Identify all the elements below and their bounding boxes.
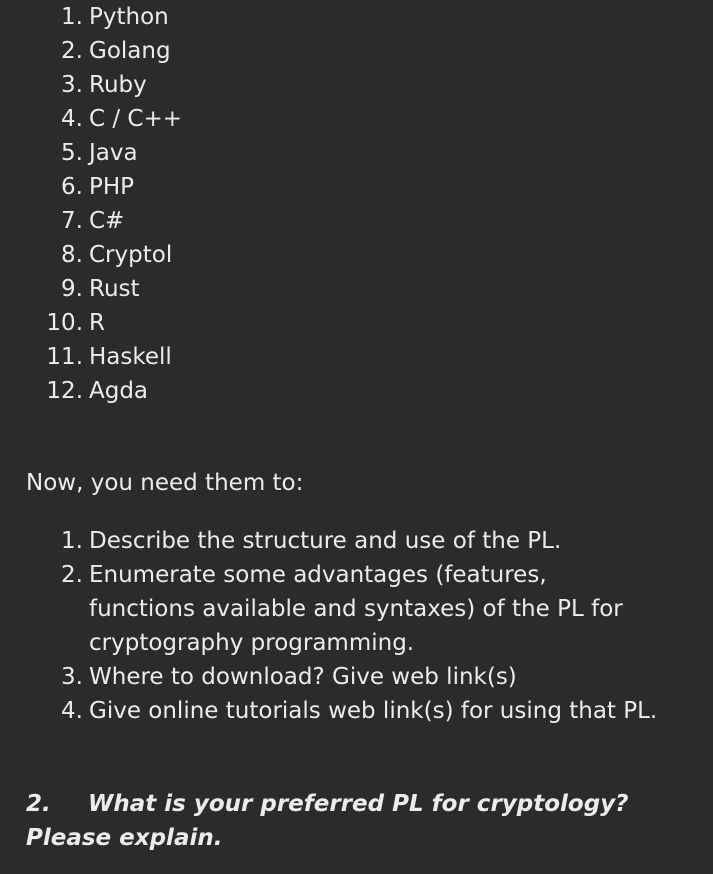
list-number: 6. — [61, 174, 83, 200]
list-number: 4. — [61, 698, 83, 724]
list-number: 2. — [61, 38, 83, 64]
list-item — [0, 660, 657, 694]
list-number: 12. — [46, 378, 83, 404]
list-item — [0, 524, 657, 558]
list-item — [0, 0, 182, 34]
list-number: 3. — [61, 72, 83, 98]
language-name: Agda — [89, 378, 149, 404]
list-item — [0, 238, 182, 272]
task-list — [0, 524, 657, 728]
list-item — [0, 272, 182, 306]
list-item — [0, 374, 182, 408]
list-number: 1. — [61, 528, 83, 554]
list-item — [0, 558, 657, 660]
language-name: Python — [89, 4, 169, 30]
list-number: 9. — [61, 276, 83, 302]
intro-paragraph: Now, you need them to: — [26, 470, 304, 496]
list-number: 2. — [61, 562, 83, 588]
language-name: Java — [89, 140, 138, 166]
list-number: 1. — [61, 4, 83, 30]
question-number: 2. — [26, 791, 51, 817]
language-name: Ruby — [89, 72, 147, 98]
language-name: Golang — [89, 38, 171, 64]
language-name: C# — [89, 208, 125, 234]
task-text: Where to download? Give web link(s) — [89, 664, 517, 690]
language-name: Rust — [89, 276, 140, 302]
task-text: Give online tutorials web link(s) for using that PL. — [89, 698, 658, 724]
programming-language-list — [0, 0, 182, 408]
language-name: Cryptol — [89, 242, 173, 268]
list-item — [0, 306, 182, 340]
task-text: Describe the structure and use of the PL. — [89, 528, 562, 554]
list-number: 8. — [61, 242, 83, 268]
language-name: Haskell — [89, 344, 172, 370]
task-text: Enumerate some advantages (features, functions available and syntaxes) of the PL for cryptography programming. — [89, 562, 623, 656]
list-number: 7. — [61, 208, 83, 234]
list-item — [0, 694, 657, 728]
list-item — [0, 204, 182, 238]
list-number: 5. — [61, 140, 83, 166]
question-heading — [26, 787, 666, 855]
list-item — [0, 102, 182, 136]
language-name: R — [89, 310, 105, 336]
question-text: What is your preferred PL for cryptology? Please explain. — [26, 791, 629, 851]
list-item — [0, 136, 182, 170]
list-number: 4. — [61, 106, 83, 132]
list-item — [0, 34, 182, 68]
language-name: PHP — [89, 174, 135, 200]
list-number: 3. — [61, 664, 83, 690]
list-item — [0, 68, 182, 102]
list-item — [0, 170, 182, 204]
list-item — [0, 340, 182, 374]
list-number: 10. — [46, 310, 83, 336]
list-number: 11. — [46, 344, 83, 370]
language-name: C / C++ — [89, 106, 183, 132]
